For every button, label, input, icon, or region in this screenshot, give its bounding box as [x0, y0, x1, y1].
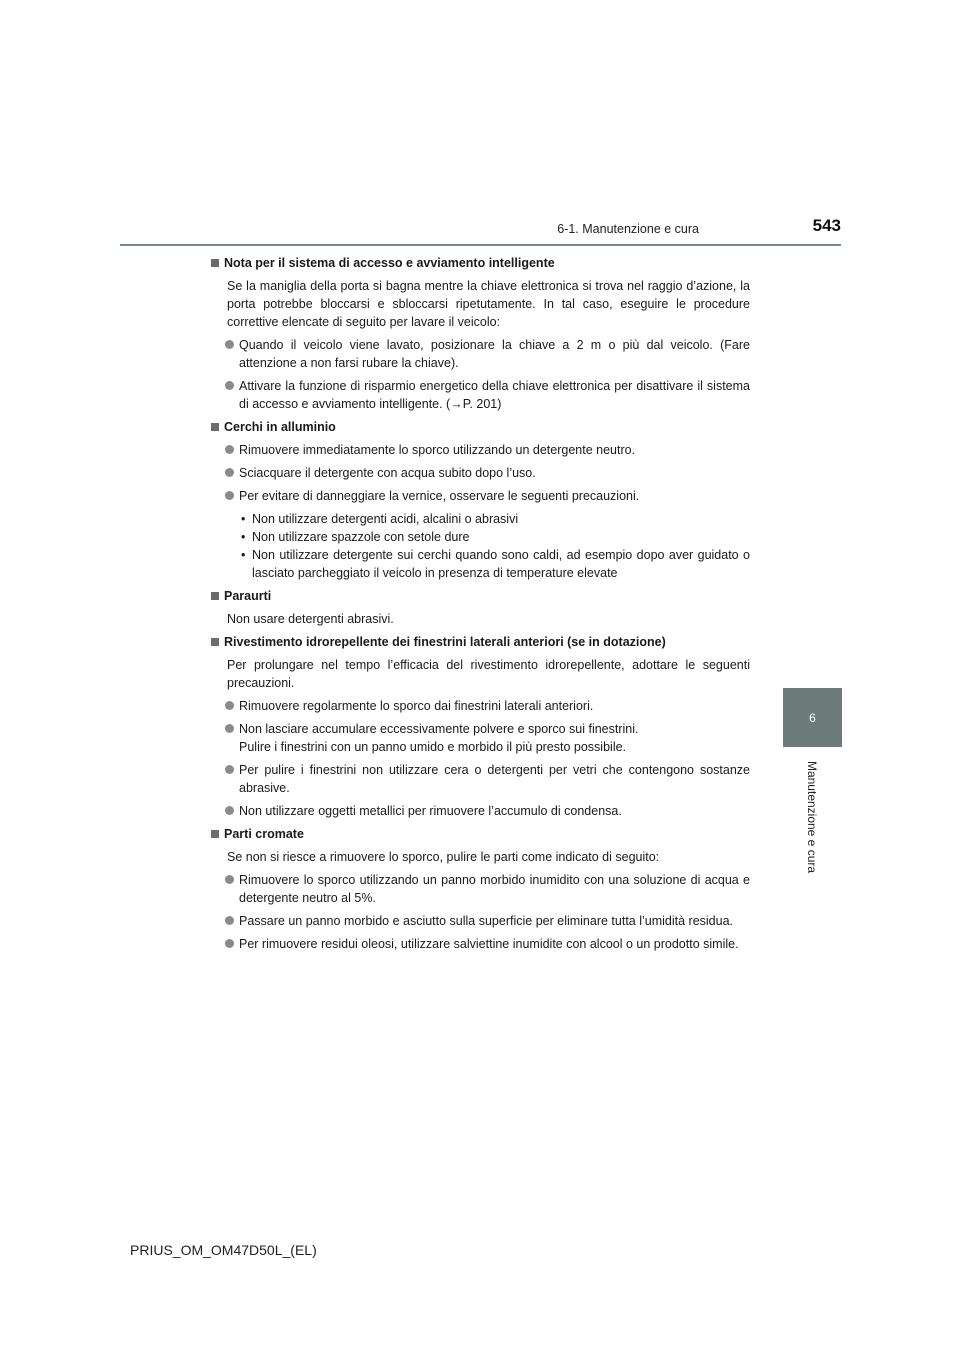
paragraph: Non usare detergenti abrasivi.	[227, 612, 394, 626]
chapter-title: Manutenzione e cura	[805, 760, 820, 874]
paragraph: Se la maniglia della porta si bagna mentre la chiave elettronica si trova nel raggio d’azione, la porta potrebbe bloccarsi e sbloccarsi ripetutamente. In tal caso, eseguire le procedure correttive elencate di seguito per lavare il veicolo:	[227, 279, 750, 329]
circle-bullet-icon	[225, 806, 234, 815]
bullet-text: Attivare la funzione di risparmio energetico della chiave elettronica per disattivare il sistema di accesso e avviamento intelligente. (→P. 201)	[239, 379, 750, 411]
bullet-item	[211, 441, 750, 459]
sub-bullet-marker: •	[241, 530, 246, 544]
circle-bullet-icon	[225, 724, 234, 733]
heading-text: Paraurti	[224, 589, 272, 603]
bullet-item	[211, 697, 750, 715]
bullet-text: Passare un panno morbido e asciutto sulla superficie per eliminare tutta l’umidità residua.	[239, 914, 734, 928]
bullet-item	[211, 761, 750, 797]
circle-bullet-icon	[225, 916, 234, 925]
heading-text: Nota per il sistema di accesso e avviamento intelligente	[224, 256, 555, 270]
page-header	[120, 0, 841, 246]
page-content	[211, 254, 750, 958]
bullet-text: Sciacquare il detergente con acqua subito dopo l’uso.	[239, 466, 536, 480]
page-number: 543	[812, 216, 841, 235]
square-bullet-icon	[211, 259, 219, 267]
circle-bullet-icon	[225, 701, 234, 710]
circle-bullet-icon	[225, 875, 234, 884]
chapter-title-vertical	[783, 752, 842, 882]
document-code: PRIUS_OM_OM47D50L_(EL)	[130, 1242, 317, 1258]
square-bullet-icon	[211, 423, 219, 431]
bullet-text: Rimuovere lo sporco utilizzando un panno morbido inumidito con una soluzione di acqua e detergente neutro al 5%.	[239, 873, 750, 905]
bullet-item	[211, 871, 750, 907]
sub-item-text: Non utilizzare detergente sui cerchi quando sono caldi, ad esempio dopo aver guidato o lasciato parcheggiato il veicolo in presenza di temperature elevate	[252, 548, 750, 580]
square-bullet-icon	[211, 638, 219, 646]
sub-item	[211, 528, 750, 546]
circle-bullet-icon	[225, 491, 234, 500]
circle-bullet-icon	[225, 381, 234, 390]
bullet-item	[211, 377, 750, 413]
heading-text: Parti cromate	[224, 827, 304, 841]
bullet-text-line2: Pulire i finestrini con un panno umido e morbido il più presto possibile.	[239, 740, 627, 754]
bullet-item	[211, 464, 750, 482]
bullet-item	[211, 802, 750, 820]
circle-bullet-icon	[225, 939, 234, 948]
bullet-item	[211, 935, 750, 953]
section-heading	[211, 254, 750, 272]
bullet-item	[211, 912, 750, 930]
circle-bullet-icon	[225, 468, 234, 477]
paragraph: Se non si riesce a rimuovere lo sporco, pulire le parti come indicato di seguito:	[227, 850, 660, 864]
bullet-text: Per rimuovere residui oleosi, utilizzare salviettine inumidite con alcool o un prodotto simile.	[239, 937, 739, 951]
circle-bullet-icon	[225, 340, 234, 349]
sub-item	[211, 546, 750, 582]
heading-text: Rivestimento idrorepellente dei finestrini laterali anteriori (se in dotazione)	[224, 635, 666, 649]
bullet-text: Per pulire i finestrini non utilizzare cera o detergenti per vetri che contengono sostanze abrasive.	[239, 763, 750, 795]
sub-bullet-marker: •	[241, 512, 246, 526]
bullet-text: Rimuovere regolarmente lo sporco dai finestrini laterali anteriori.	[239, 699, 594, 713]
bullet-text: Non lasciare accumulare eccessivamente polvere e sporco sui finestrini.	[239, 722, 639, 736]
sub-item-text: Non utilizzare detergenti acidi, alcalini o abrasivi	[252, 512, 519, 526]
bullet-text: Quando il veicolo viene lavato, posizionare la chiave a 2 m o più dal veicolo. (Fare attenzione a non farsi rubare la chiave).	[239, 338, 750, 370]
sub-bullet-marker: •	[241, 548, 246, 562]
chapter-tab	[783, 688, 842, 747]
header-divider	[120, 244, 841, 246]
chapter-number: 6	[809, 710, 816, 725]
section-heading	[211, 587, 750, 605]
bullet-item	[211, 720, 750, 756]
bullet-text: Non utilizzare oggetti metallici per rimuovere l’accumulo di condensa.	[239, 804, 622, 818]
heading-text: Cerchi in alluminio	[224, 420, 336, 434]
section-heading	[211, 825, 750, 843]
sub-list	[211, 510, 750, 582]
bullet-text: Rimuovere immediatamente lo sporco utilizzando un detergente neutro.	[239, 443, 636, 457]
section-heading	[211, 418, 750, 436]
bullet-text: Per evitare di danneggiare la vernice, osservare le seguenti precauzioni.	[239, 489, 640, 503]
circle-bullet-icon	[225, 765, 234, 774]
sub-item	[211, 510, 750, 528]
paragraph: Per prolungare nel tempo l’efficacia del rivestimento idrorepellente, adottare le seguenti precauzioni.	[227, 658, 750, 690]
circle-bullet-icon	[225, 445, 234, 454]
section-label: 6-1. Manutenzione e cura	[557, 222, 699, 236]
sub-item-text: Non utilizzare spazzole con setole dure	[252, 530, 470, 544]
square-bullet-icon	[211, 592, 219, 600]
square-bullet-icon	[211, 830, 219, 838]
bullet-item	[211, 336, 750, 372]
bullet-item	[211, 487, 750, 505]
section-heading	[211, 633, 750, 651]
